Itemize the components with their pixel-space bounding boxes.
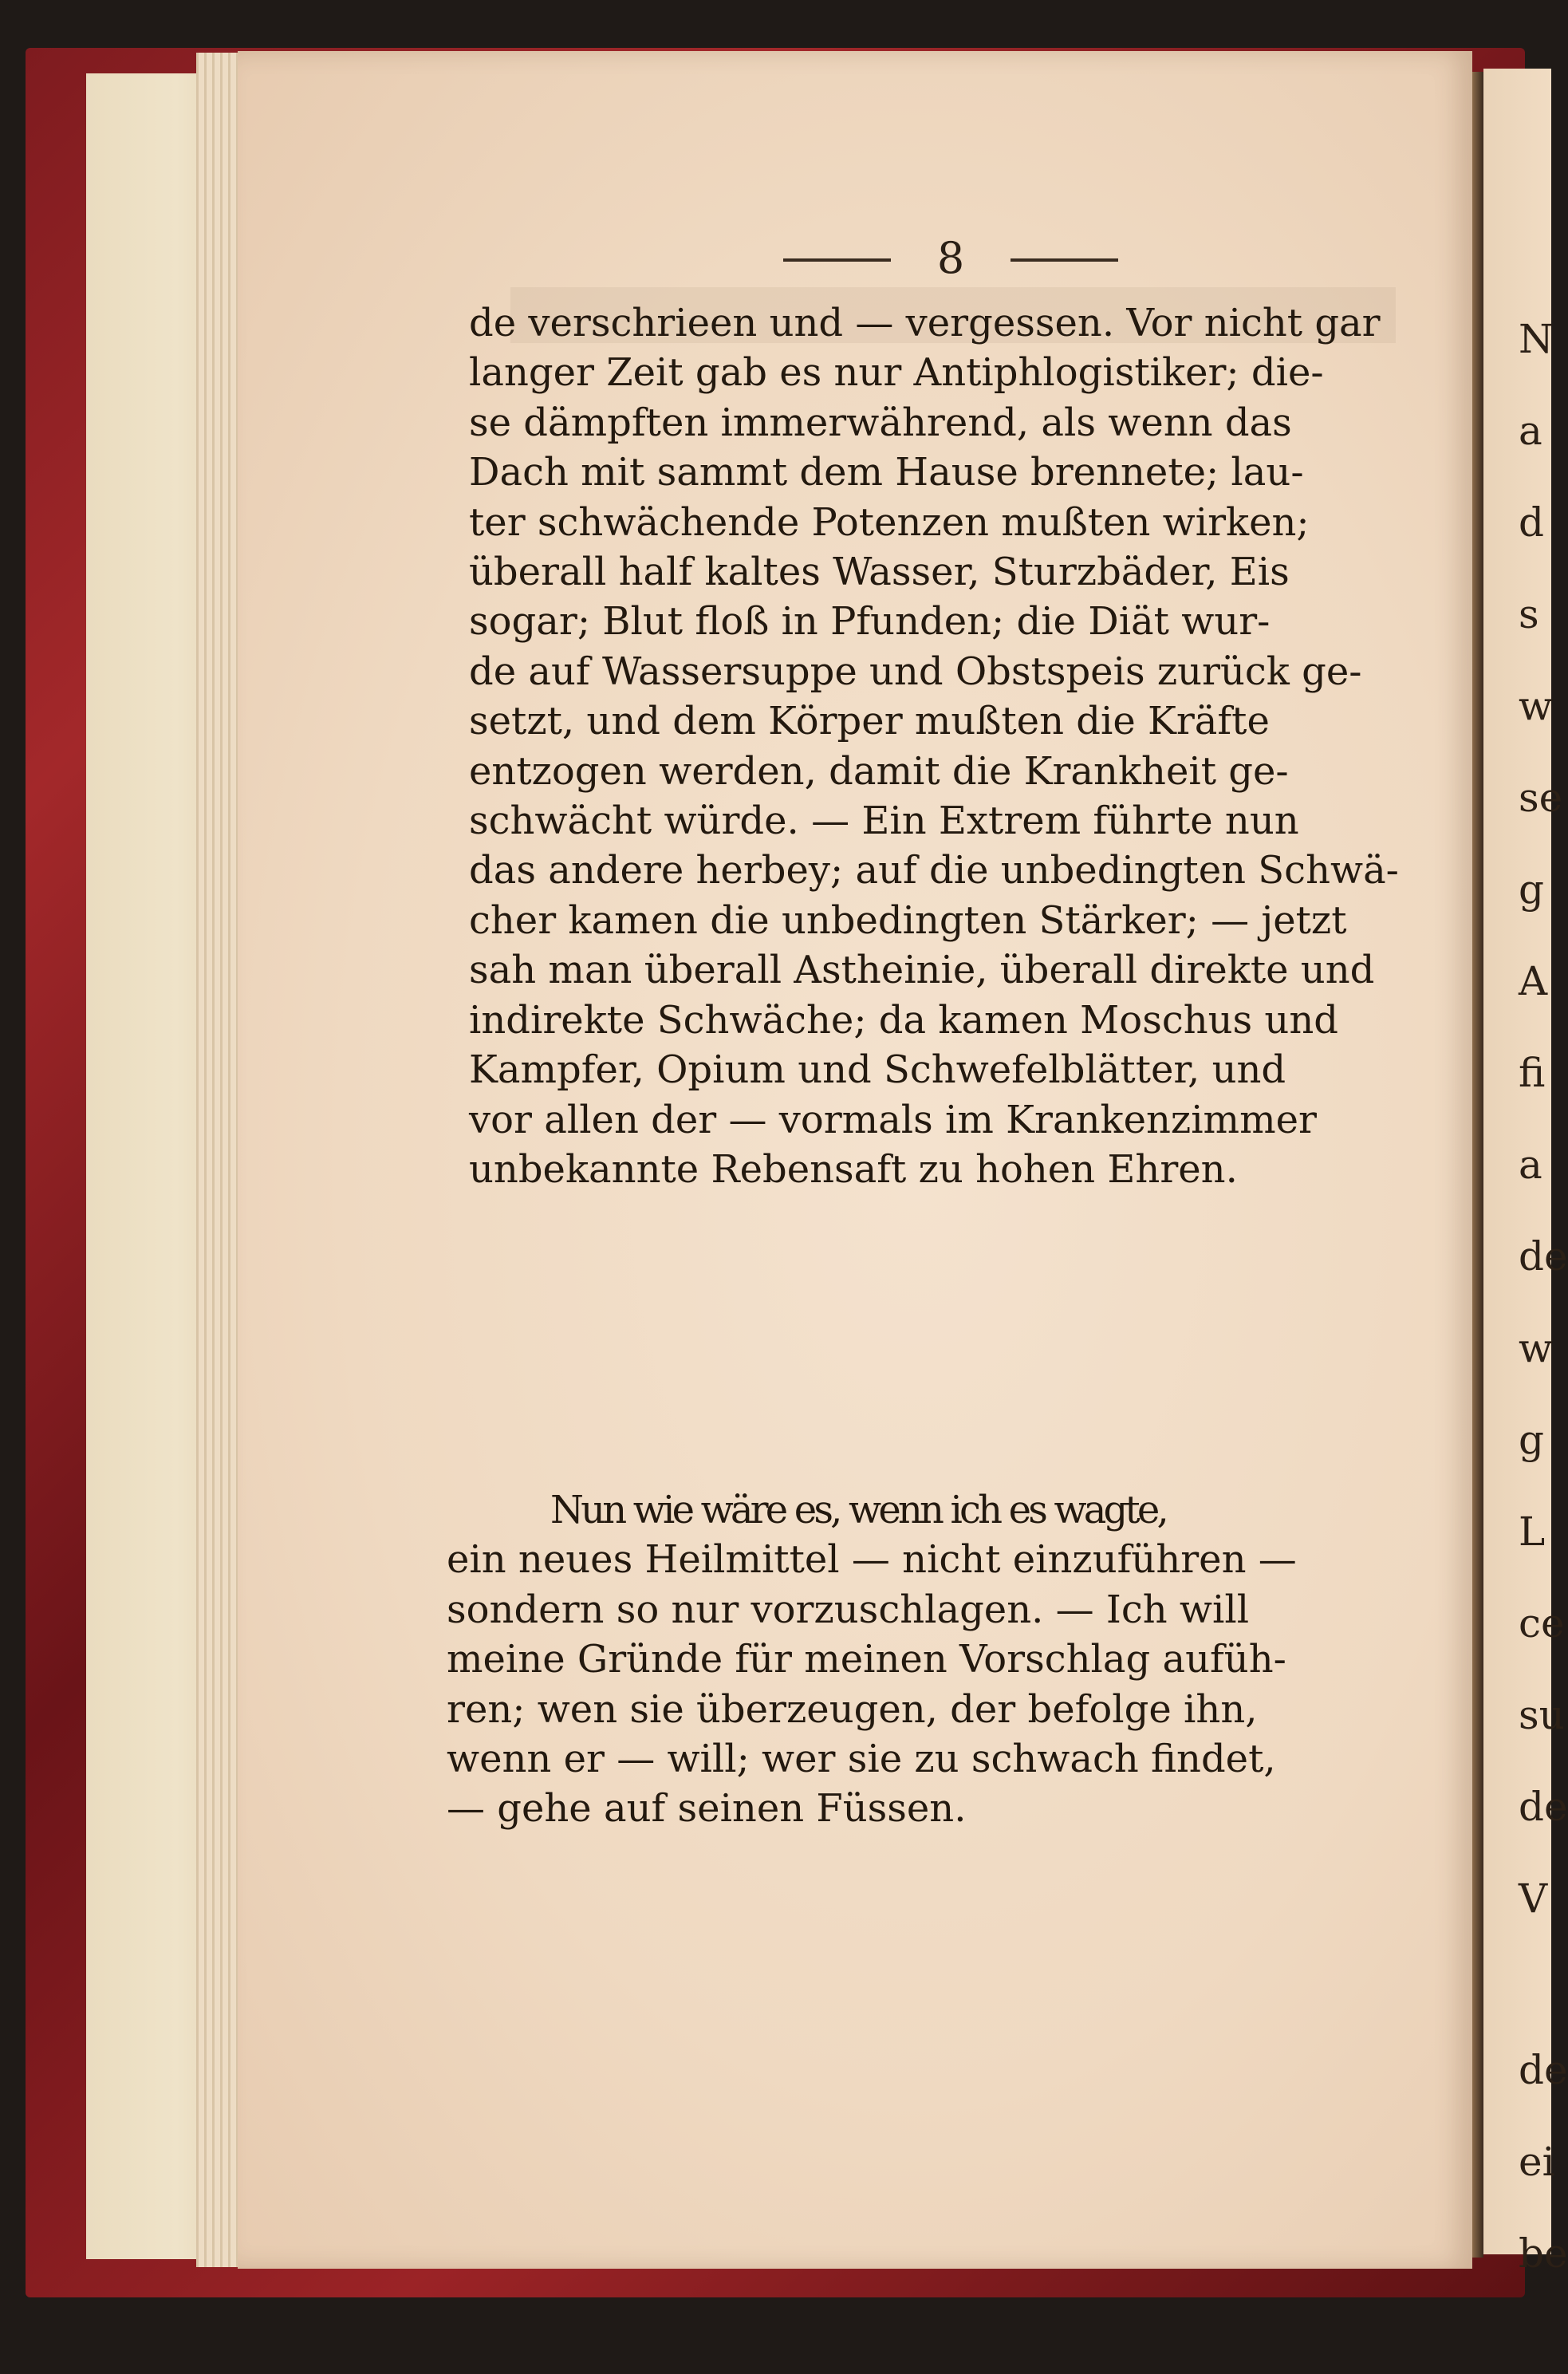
facing-page-fragment: g [1519,1417,1545,1463]
text-line: ein neues Heilmittel — nicht einzuführen — [447,1537,1297,1583]
text-line: wenn er — will; wer sie zu schwach findet, [447,1737,1276,1782]
text-line: de verschrieen und — vergessen. Vor nicht gar [469,301,1381,345]
text-line: ter schwächende Potenzen mußten wirken; [469,499,1310,545]
text-line: se dämpften immerwährend, als wenn das [469,400,1292,445]
facing-page-fragment: w [1519,1325,1553,1371]
text-line: cher kamen die unbedingten Stärker; — jetzt [469,897,1347,943]
facing-page-edge [1483,69,1568,2277]
facing-page-fragment: su [1519,1692,1565,1738]
paragraph-1 [469,298,1402,1194]
facing-page-fragment: se [1519,775,1563,821]
facing-page-fragment: g [1519,866,1545,913]
book-gutter [1472,72,1483,2258]
text-line: Kampfer, Opium und Schwefelblätter, und [469,1047,1286,1093]
text-line: ren; wen sie überzeugen, der befolge ihn, [447,1686,1258,1732]
page-header [783,233,1118,289]
page-edges [196,53,244,2267]
facing-page-fragment: a [1519,408,1542,454]
text-line: Nun wie wäre es, wenn ich es wagte, [550,1488,1166,1532]
text-line: sondern so nur vorzuschlagen. — Ich will [447,1587,1250,1632]
facing-page-fragment: de [1519,1233,1568,1280]
text-line: entzogen werden, damit die Krankheit ge- [469,748,1289,794]
text-line: vor allen der — vormals im Krankenzimmer [469,1097,1317,1142]
text-line: sogar; Blut floß in Pfunden; die Diät wur- [469,599,1271,645]
text-line: langer Zeit gab es nur Antiphlogistiker; die- [469,350,1324,396]
facing-page-fragment: s [1519,591,1539,637]
facing-page-fragment: w [1519,683,1553,729]
facing-page-fragment: ce [1519,1600,1565,1646]
page-number: 8 [936,233,965,283]
facing-page-fragment: N [1519,316,1554,362]
text-line: indirekte Schwäche; da kamen Moschus und [469,997,1338,1043]
facing-page-fragment: V [1519,1875,1548,1922]
paragraph-2 [447,1485,1380,1834]
facing-page-fragment: de [1519,1784,1568,1830]
facing-page-fragment: be [1519,2230,1568,2277]
facing-page-fragment: ei [1519,2139,1555,2185]
text-line: de auf Wassersuppe und Obstspeis zurück ge- [469,649,1362,694]
text-line: unbekannte Rebensaft zu hohen Ehren. [469,1146,1238,1192]
facing-page-fragment: A [1519,958,1548,1004]
facing-page-fragment: fi [1519,1050,1546,1096]
facing-page-fragment: de [1519,2047,1568,2093]
facing-page-fragment: a [1519,1142,1542,1188]
text-line: meine Gründe für meinen Vorschlag aufüh- [447,1637,1286,1682]
text-line: setzt, und dem Körper mußten die Kräfte [469,699,1270,744]
header-rule-right [1011,258,1118,262]
text-line: Dach mit sammt dem Hause brennete; lau- [469,450,1304,495]
facing-page-fragment: d [1519,499,1545,546]
text-line: sah man überall Astheinie, überall direkte und [469,948,1375,993]
text-line: — gehe auf seinen Füssen. [447,1786,967,1832]
facing-page-fragment: L [1519,1508,1546,1555]
text-line: schwächt würde. — Ein Extrem führte nun [469,799,1299,844]
text-line: überall half kaltes Wasser, Sturzbäder, Eis [469,550,1290,595]
text-line: das andere herbey; auf die unbedingten Schwä- [469,848,1399,893]
